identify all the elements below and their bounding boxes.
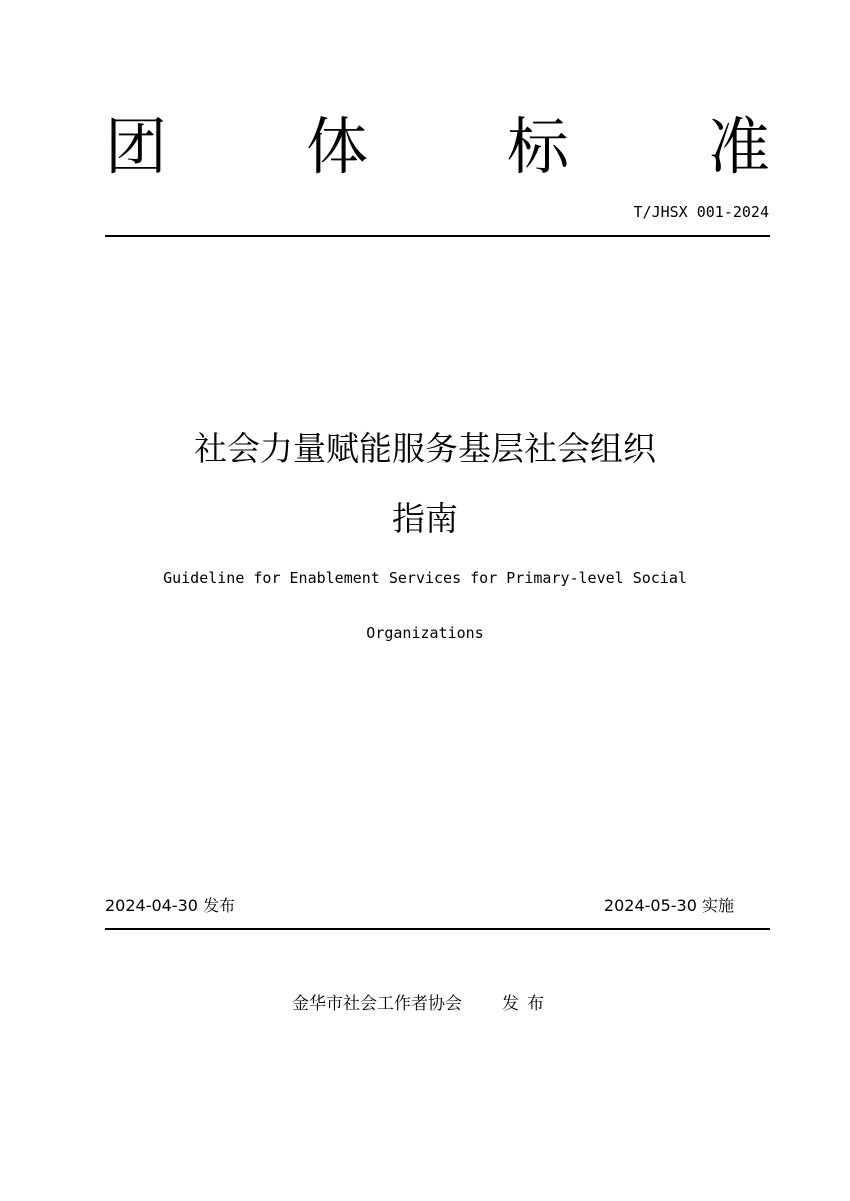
document-title-zh-line1: 社会力量赋能服务基层社会组织 (194, 429, 656, 468)
document-title-zh-line2: 指南 (392, 499, 458, 538)
document-title-en-line1: Guideline for Enablement Services for Primary-level Social (163, 569, 687, 587)
bottom-divider (105, 928, 770, 930)
implementation-date: 2024-05-30 实施 (603, 896, 734, 915)
issue-date: 2024-04-30 发布 (105, 896, 236, 915)
category-char-2: 体 (305, 110, 368, 183)
category-char-4: 准 (707, 110, 770, 183)
publish-label: 发布 (502, 994, 552, 1014)
publisher-block (292, 992, 552, 1016)
publisher-name: 金华市社会工作者协会 (292, 994, 462, 1014)
category-char-3: 标 (506, 110, 569, 183)
category-char-1: 团 (105, 110, 168, 183)
document-title-en-line2: Organizations (366, 624, 484, 642)
document-category-title (105, 112, 770, 182)
standard-number: T/JHSX 001-2024 (633, 203, 769, 221)
top-divider (105, 235, 770, 237)
